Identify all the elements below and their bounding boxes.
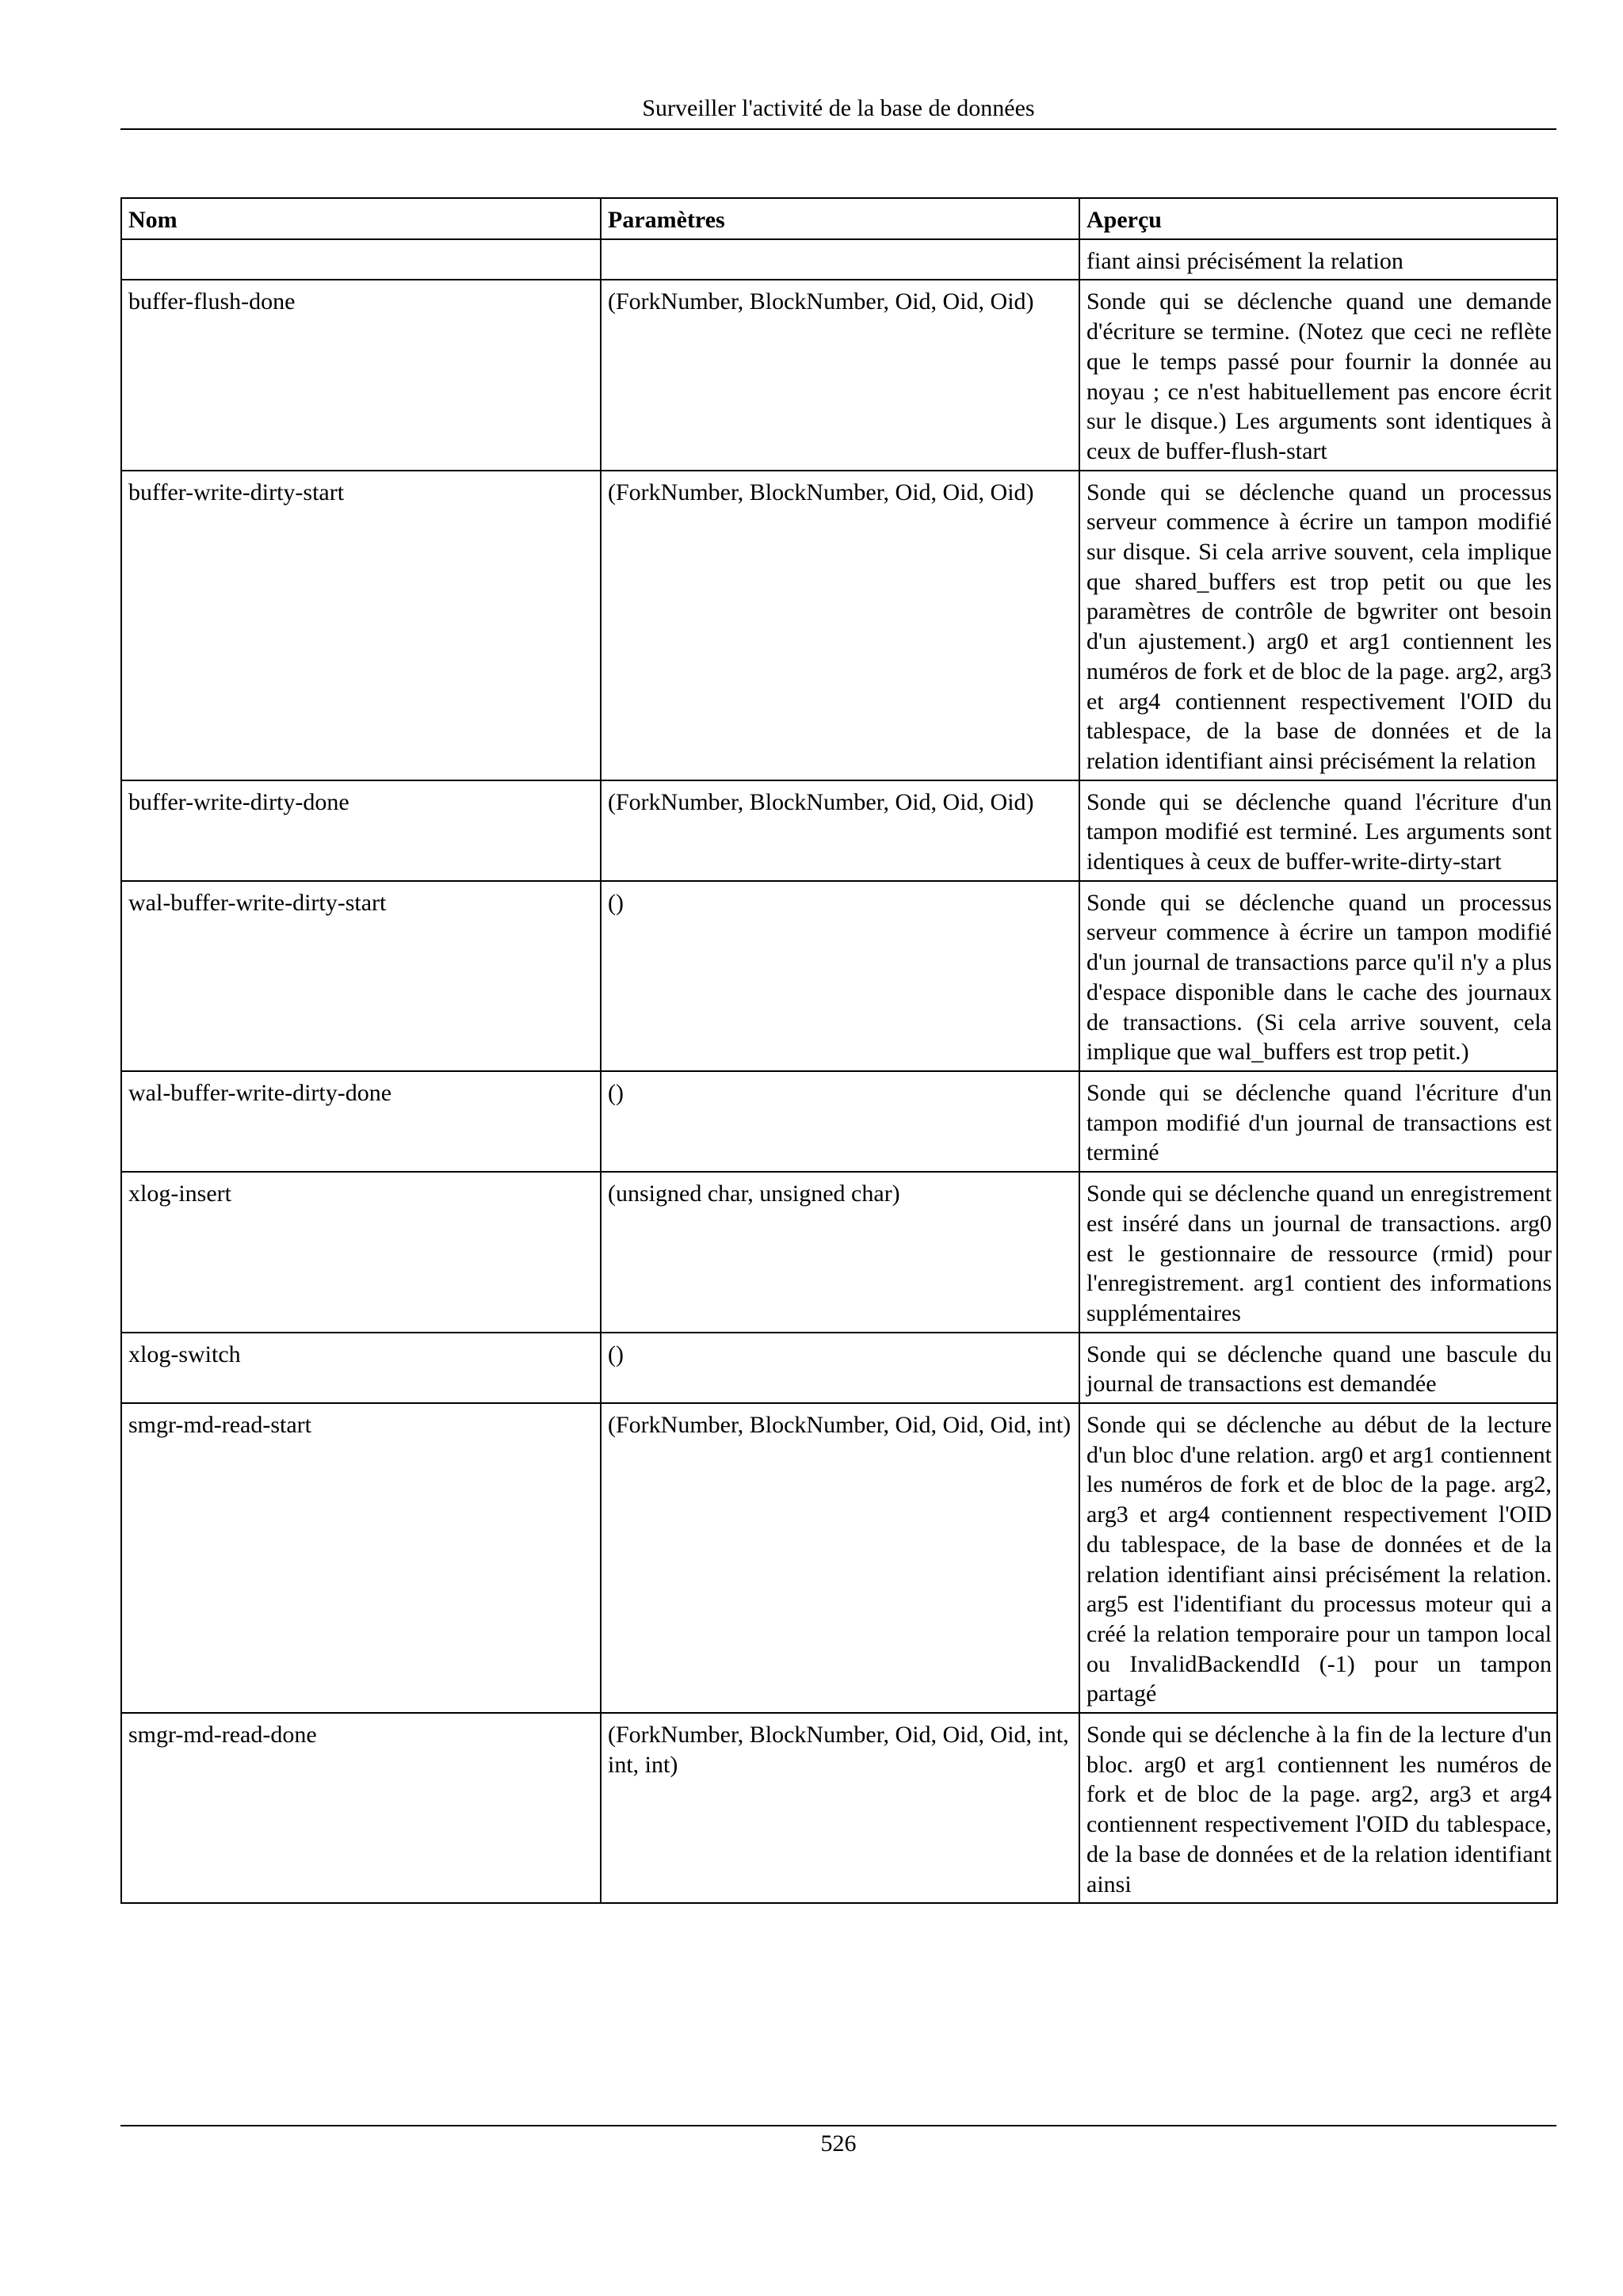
page-number: 526 [820,2130,857,2157]
probe-overview: Sonde qui se déclenche quand un processus serveur commence à écrire un tampon modifié d'un journal de transactions parce qu'il n'y a plus d'espace disponible dans le cache des journaux de transactions. (Si cela arrive souvent, cela implique que wal_buffers est trop petit.) [1079,881,1557,1071]
probe-params: (unsigned char, unsigned char) [601,1172,1079,1333]
running-header: Surveiller l'activité de la base de données [642,95,1035,121]
probe-name: buffer-write-dirty-start [121,471,601,780]
table-row [121,239,1557,280]
probe-params: () [601,881,1079,1071]
column-header-nom: Nom [121,198,601,239]
probe-overview: Sonde qui se déclenche à la fin de la lecture d'un bloc. arg0 et arg1 contiennent les numéros de fork et de bloc de la page. arg2, arg3 et arg4 contiennent respectivement l'OID du tablespace, de la base de données et de la relation identifiant ainsi [1079,1713,1557,1903]
probe-table [120,197,1558,1904]
probe-name: smgr-md-read-start [121,1403,601,1713]
probe-overview: fiant ainsi précisément la relation [1079,239,1557,280]
probe-overview: Sonde qui se déclenche au début de la lecture d'un bloc d'une relation. arg0 et arg1 contiennent les numéros de fork et de bloc de la page. arg2, arg3 et arg4 contiennent respectivement l'OID du tablespace, de la base de données et de la relation identifiant ainsi précisément la relation. arg5 est l'identifiant du processus moteur qui a créé la relation temporaire pour un tampon local ou InvalidBackendId (-1) pour un tampon partagé [1079,1403,1557,1713]
probe-params: (ForkNumber, BlockNumber, Oid, Oid, Oid) [601,780,1079,881]
table-row [121,1333,1557,1403]
probe-params: () [601,1333,1079,1403]
table-row [121,881,1557,1071]
probe-params: (ForkNumber, BlockNumber, Oid, Oid, Oid, int, int, int) [601,1713,1079,1903]
probe-params: (ForkNumber, BlockNumber, Oid, Oid, Oid, int) [601,1403,1079,1713]
probe-name: buffer-write-dirty-done [121,780,601,881]
probe-overview: Sonde qui se déclenche quand l'écriture d'un tampon modifié est terminé. Les arguments sont identiques à ceux de buffer-write-dirty-start [1079,780,1557,881]
probe-name: buffer-flush-done [121,280,601,470]
probe-name [121,239,601,280]
table-row [121,1172,1557,1333]
table-row [121,780,1557,881]
probe-name: xlog-switch [121,1333,601,1403]
probe-params: () [601,1071,1079,1172]
header-divider [120,128,1556,130]
column-header-apercu: Aperçu [1079,198,1557,239]
probe-overview: Sonde qui se déclenche quand une demande d'écriture se termine. (Notez que ceci ne reflète que le temps passé pour fournir la donnée au noyau ; ce n'est habituellement pas encore écrit sur le disque.) Les arguments sont identiques à ceux de buffer-flush-start [1079,280,1557,470]
table-row [121,280,1557,470]
table-row [121,1403,1557,1713]
probe-name: wal-buffer-write-dirty-start [121,881,601,1071]
probe-name: wal-buffer-write-dirty-done [121,1071,601,1172]
probe-overview: Sonde qui se déclenche quand un enregistrement est inséré dans un journal de transactions. arg0 est le gestionnaire de ressource (rmid) pour l'enregistrement. arg1 contient des informations supplémentaires [1079,1172,1557,1333]
probe-name: smgr-md-read-done [121,1713,601,1903]
probe-params [601,239,1079,280]
probe-params: (ForkNumber, BlockNumber, Oid, Oid, Oid) [601,471,1079,780]
table-row [121,471,1557,780]
probe-name: xlog-insert [121,1172,601,1333]
probe-overview: Sonde qui se déclenche quand une bascule du journal de transactions est demandée [1079,1333,1557,1403]
probe-params: (ForkNumber, BlockNumber, Oid, Oid, Oid) [601,280,1079,470]
table-header-row [121,198,1557,239]
column-header-parametres: Paramètres [601,198,1079,239]
probe-overview: Sonde qui se déclenche quand un processus serveur commence à écrire un tampon modifié sur disque. Si cela arrive souvent, cela implique que shared_buffers est trop petit ou que les paramètres de contrôle de bgwriter ont besoin d'un ajustement.) arg0 et arg1 contiennent les numéros de fork et de bloc de la page. arg2, arg3 et arg4 contiennent respectivement l'OID du tablespace, de la base de données et de la relation identifiant ainsi précisément la relation [1079,471,1557,780]
table-row [121,1713,1557,1903]
table-row [121,1071,1557,1172]
probe-overview: Sonde qui se déclenche quand l'écriture d'un tampon modifié d'un journal de transactions est terminé [1079,1071,1557,1172]
